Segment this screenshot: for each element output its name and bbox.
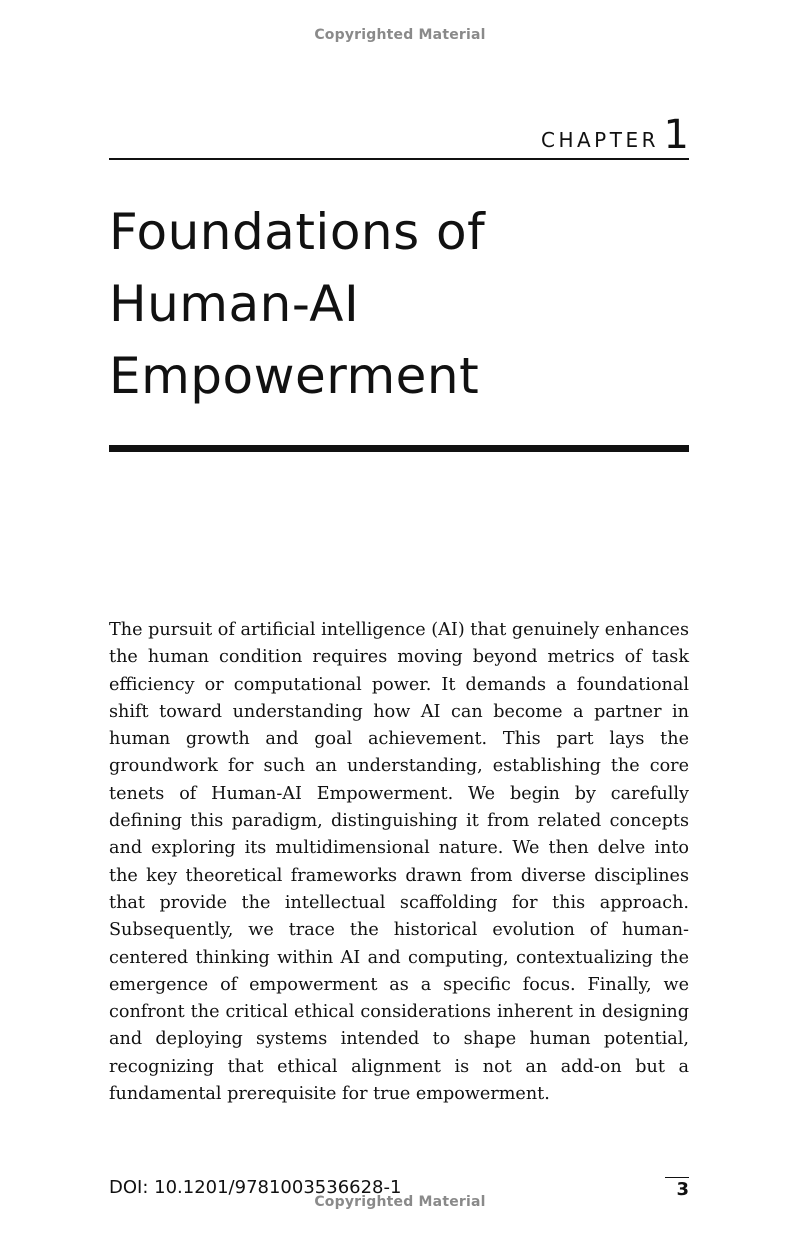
copyright-watermark-top: Copyrighted Material [314, 27, 486, 43]
page-number-rule [665, 1177, 689, 1178]
chapter-number: 1 [663, 112, 689, 158]
chapter-label: CHAPTER [541, 128, 659, 152]
chapter-title-rule [109, 445, 689, 452]
chapter-header-rule [109, 158, 689, 160]
chapter-title-line: Foundations of [109, 203, 486, 261]
chapter-title [109, 196, 689, 412]
chapter-title-line: Human-AI [109, 275, 360, 333]
copyright-watermark-bottom: Copyrighted Material [314, 1194, 486, 1210]
page-number: 3 [676, 1179, 689, 1200]
chapter-header [109, 108, 689, 158]
doi-footer: DOI: 10.1201/9781003536628-1 [109, 1177, 402, 1198]
intro-paragraph: The pursuit of artificial intelligence (AI) that genuinely enhances the human condition requires moving beyond metrics of task efficiency or computational power. It demands a foundational shift toward understanding how AI can become a partner in human growth and goal achievement. This part lays the groundwork for such an understanding, establishing the core tenets of Human-AI Empowerment. We begin by carefully defining this paradigm, distinguishing it from related concepts and exploring its multidimensional nature. We then delve into the key theoretical frameworks drawn from diverse disciplines that provide the intellectual scaffolding for this approach. Subsequently, we trace the historical evolution of human-centered thinking within AI and computing, contextualizing the emergence of empowerment as a specific focus. Finally, we confront the critical ethical considerations inherent in designing and deploying systems intended to shape human potential, recognizing that ethical alignment is not an add-on but a fundamental prerequisite for true empowerment. [109, 620, 689, 1105]
chapter-title-line: Empowerment [109, 347, 480, 405]
